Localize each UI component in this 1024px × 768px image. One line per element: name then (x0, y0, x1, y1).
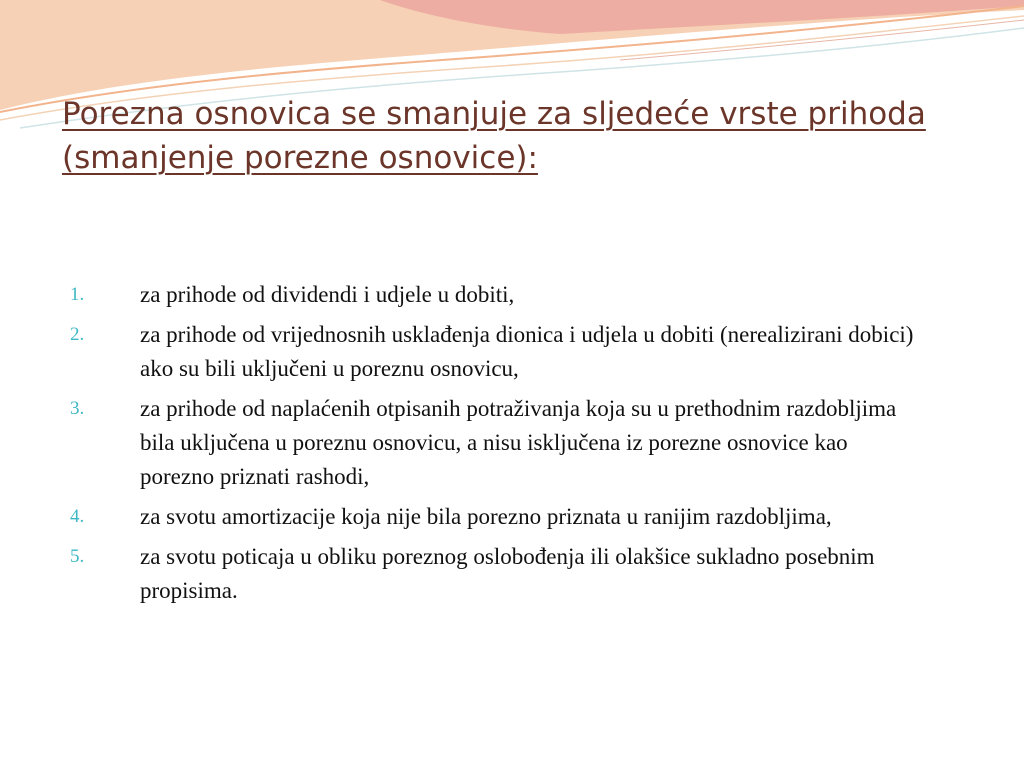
reduction-list (70, 278, 970, 614)
list-item-text: za prihode od vrijednosnih usklađenja dionica i udjela u dobiti (nerealizirani dobici) ako su bili uključeni u poreznu osnovicu, (140, 322, 914, 381)
list-item-text: za svotu amortizacije koja nije bila porezno priznata u ranijim razdobljima, (140, 504, 832, 529)
list-item (70, 278, 970, 312)
list-item-number: 5. (70, 546, 85, 567)
list-item-number: 4. (70, 506, 85, 527)
list-item (70, 500, 970, 534)
list-item (70, 540, 970, 608)
list-item-text: za prihode od dividendi i udjele u dobiti, (140, 282, 515, 307)
list-item-number: 1. (70, 284, 85, 305)
slide-title: Porezna osnovica se smanjuje za sljedeće vrste prihoda (smanjenje porezne osnovice): (62, 96, 926, 176)
list-item (70, 392, 970, 494)
list-item (70, 318, 970, 386)
list-item-number: 2. (70, 324, 85, 345)
list-item-text: za svotu poticaja u obliku poreznog oslobođenja ili olakšice sukladno posebnim propisima. (140, 544, 875, 603)
list-item-number: 3. (70, 398, 85, 419)
list-item-text: za prihode od naplaćenih otpisanih potraživanja koja su u prethodnim razdobljima bila uključena u poreznu osnovicu, a nisu isključena iz porezne osnovice kao porezno priznati rashodi, (140, 396, 897, 489)
